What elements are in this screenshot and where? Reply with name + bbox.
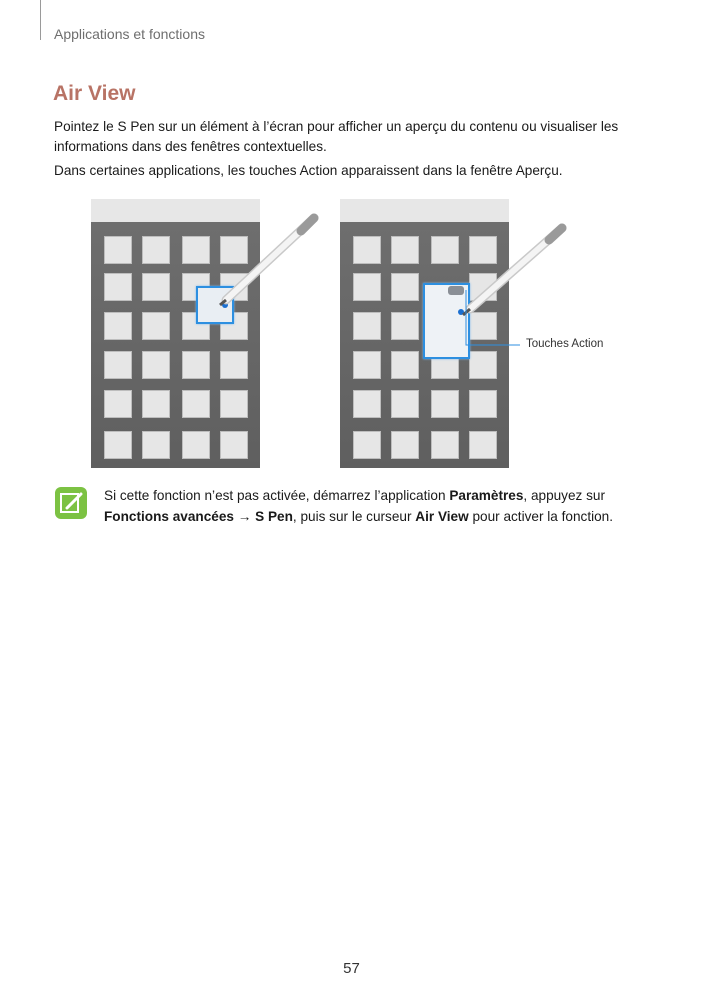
note-text: Si cette fonction n’est pas activée, démarrez l’application Paramètres, appuyez sur Fonctions avancées → S Pen, puis sur le curseur Air View pour activer la fonction.	[104, 488, 614, 524]
section-title: Air View	[53, 82, 136, 105]
running-header: Applications et fonctions	[54, 26, 205, 42]
page-number: 57	[343, 960, 360, 977]
note-pen-icon	[55, 487, 87, 519]
callout-label: Touches Action	[526, 338, 604, 350]
callout-line	[466, 290, 520, 345]
action-paragraph: Dans certaines applications, les touches Action apparaissent dans la fenêtre Aperçu.	[54, 163, 563, 178]
s-pen-left	[220, 218, 314, 305]
intro-paragraph: Pointez le S Pen sur un élément à l’écran pour afficher un aperçu du contenu ou visualiser les informations dans des fenêtres contextuelles.	[54, 119, 619, 154]
s-pen-right	[463, 228, 562, 315]
